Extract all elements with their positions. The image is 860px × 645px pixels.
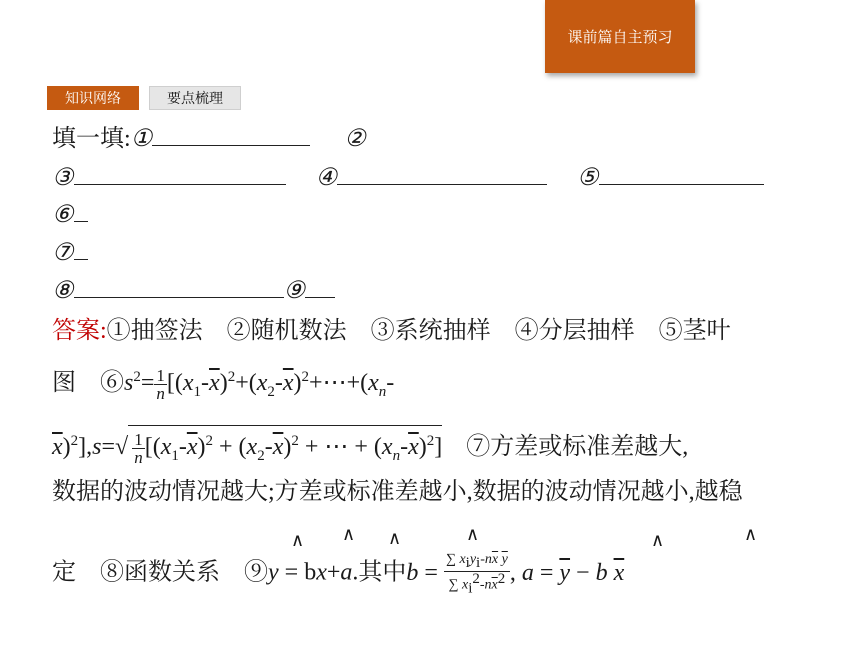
section-tab[interactable]: 课前篇自主预习 [545, 0, 695, 73]
answer-line-5 [52, 552, 624, 596]
marker-1: ① [130, 126, 153, 152]
marker-4: ④ [315, 165, 338, 191]
answer-line-1 [52, 316, 731, 346]
marker-2: ② [344, 126, 366, 152]
hat-mark: ∧ [466, 524, 480, 544]
answer-colon: : [100, 318, 107, 344]
answer-line-4 [52, 477, 743, 507]
blank-8 [74, 277, 284, 298]
variance-formula: $s^2=$ $\frac{1}{n}$ [$(x_1-\overline{x})^2+(x_2-\overline{x})^2+\cdots+(x_n-$ [124, 365, 395, 403]
hat-mark: ∧ [291, 530, 305, 550]
fill-line-4 [52, 238, 88, 268]
regression-formula: y = bx+a [268, 559, 353, 586]
fill-line-2 [52, 163, 764, 193]
tag-knowledge-network[interactable]: 知识网络 [47, 86, 139, 110]
hat-mark: ∧ [744, 524, 758, 544]
marker-6: ⑥ [52, 202, 74, 228]
marker-7: ⑦ [52, 240, 74, 266]
fill-line-5 [52, 276, 335, 306]
hat-mark: ∧ [651, 530, 665, 550]
answer-label: 答案 [52, 318, 100, 344]
std-formula: $\overline{x})^2],s=√$ $\frac{1}{n}$ [$(x_1-\overline{x})^2 + (x_2-\overline{x})^2$ + ⋯ + $(x_n-\overline{x})^2$] [52, 434, 442, 460]
b-formula: b = $\frac{\sum x_iy_i-n\overline{x} \overline{y}}{\sum x_i^2-n\overline{x}^2}$ , $a = \overline{y} - b$ $\overline{x}$ [406, 552, 625, 597]
fill-prompt: 填一填: [52, 126, 131, 152]
answer-line-2 [52, 362, 394, 407]
marker-3: ③ [52, 165, 74, 191]
answer-text-5: 定 ⑧函数关系 ⑨ [52, 559, 268, 586]
hat-mark: ∧ [342, 524, 356, 544]
hat-mark: ∧ [388, 528, 402, 548]
marker-9: ⑨ [283, 278, 306, 304]
fill-line-3 [52, 200, 88, 230]
blank-4 [337, 164, 547, 185]
tag-key-points[interactable]: 要点梳理 [149, 86, 241, 110]
blank-3 [74, 164, 286, 185]
answer-text-3: ⑦方差或标准差越大, [442, 434, 689, 460]
blank-1 [152, 125, 310, 146]
answer-text-1: ①抽签法 ②随机数法 ③系统抽样 ④分层抽样 ⑤茎叶 [106, 318, 731, 344]
marker-8: ⑧ [52, 278, 74, 304]
answer-text-2: 图 ⑥ [52, 370, 124, 396]
blank-5 [599, 164, 764, 185]
blank-6 [74, 201, 88, 222]
marker-5: ⑤ [577, 165, 599, 191]
answer-text-4: 数据的波动情况越大;方差或标准差越小,数据的波动情况越小,越稳 [52, 479, 743, 505]
fill-line-1 [52, 124, 366, 154]
answer-line-3 [52, 425, 688, 471]
blank-9 [305, 277, 335, 298]
answer-text-6: .其中 [352, 559, 407, 586]
blank-7 [74, 239, 88, 260]
